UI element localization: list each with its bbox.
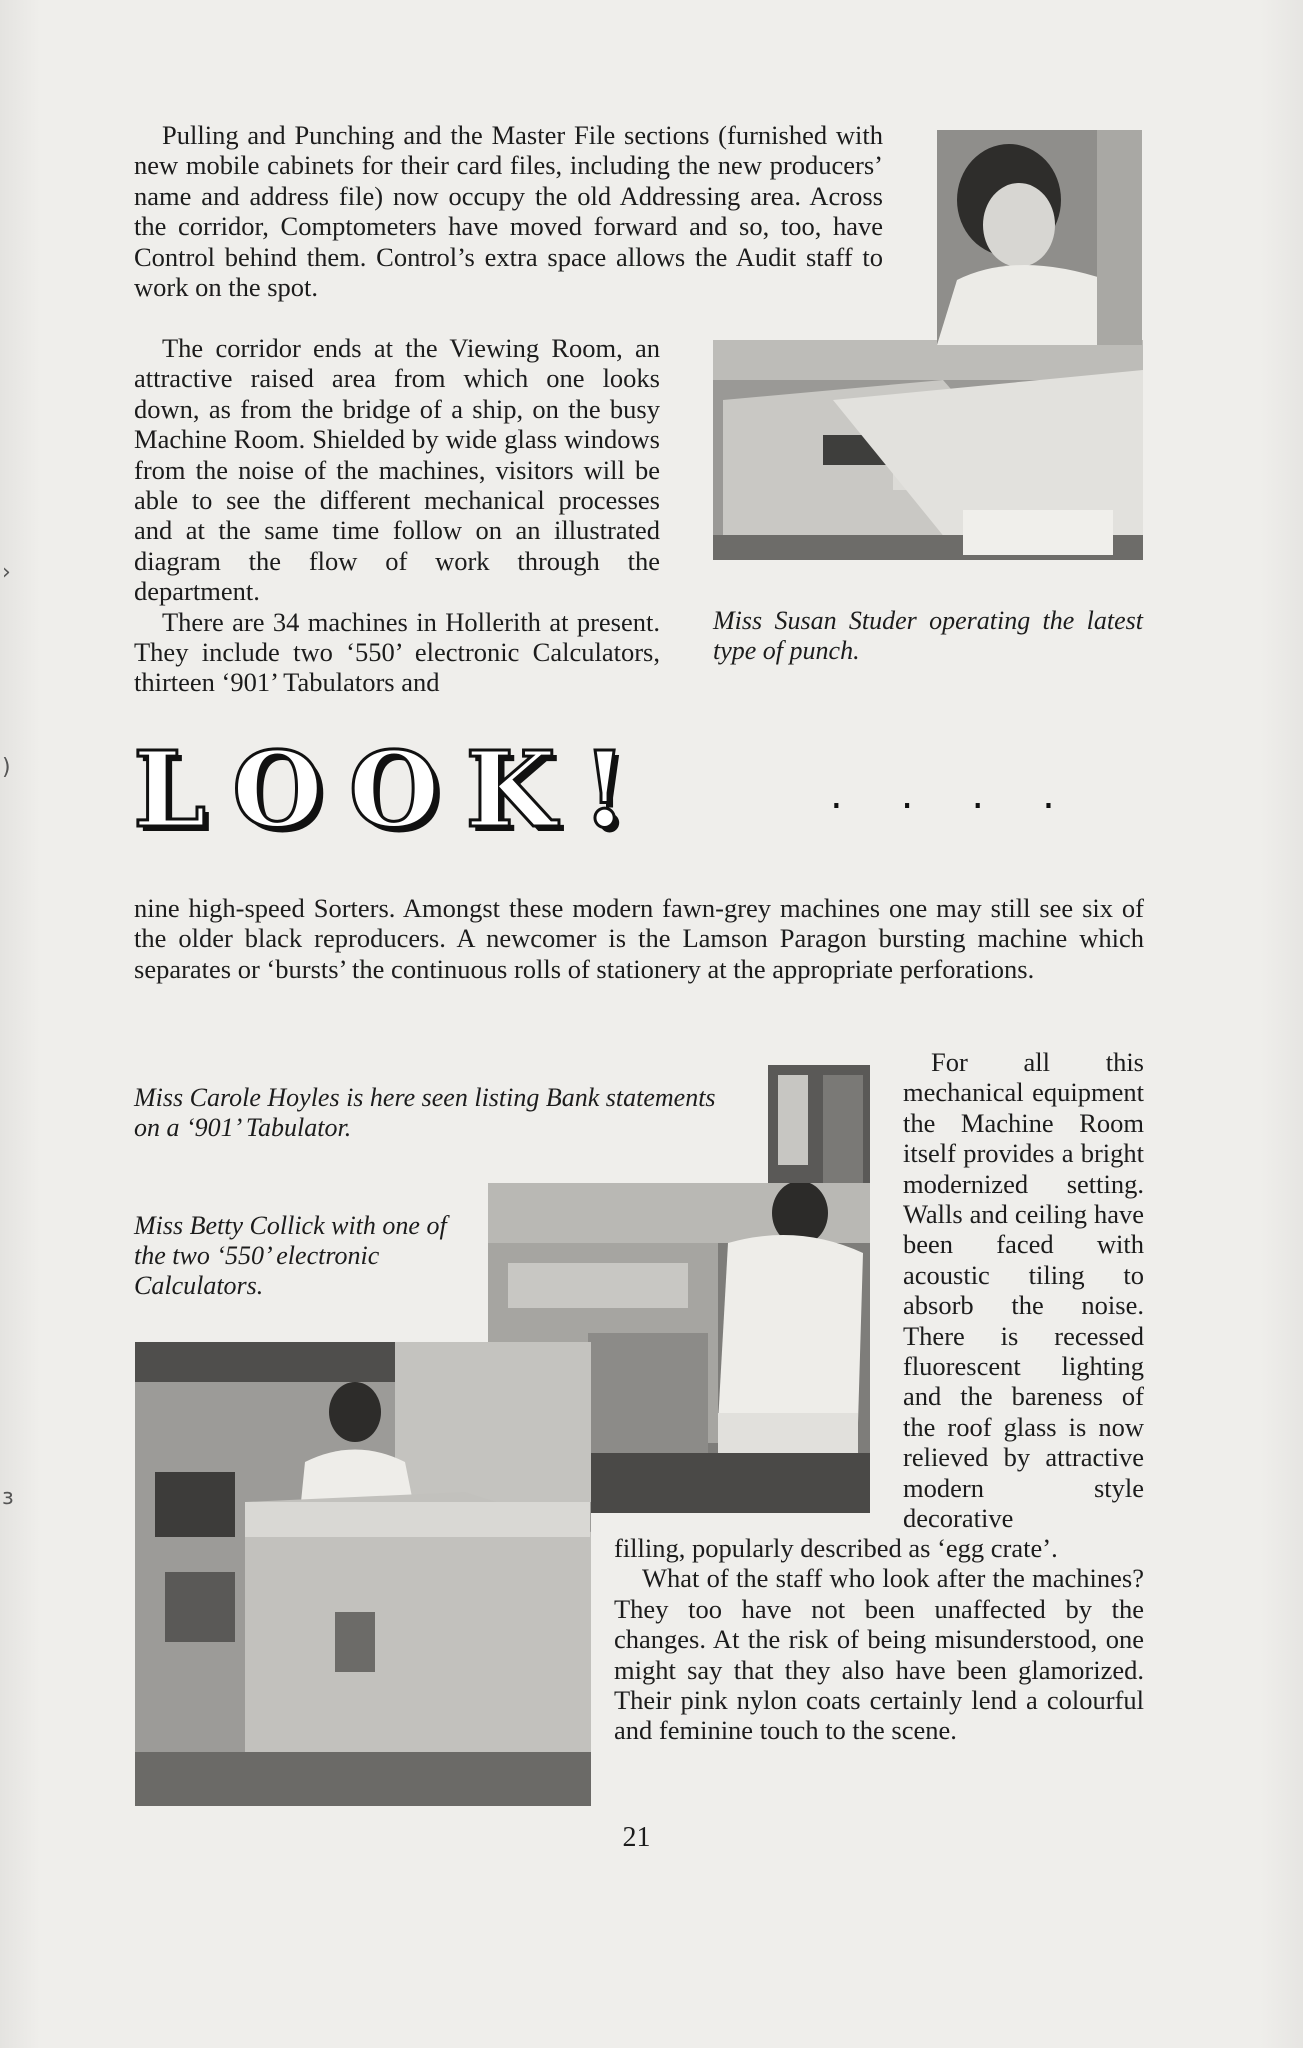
paragraph-4: nine high-speed Sorters. Amongst these modern fawn-grey machines one may still see six of the older black reproducers. A newcomer is the Lamson Paragon bursting machine which separates or ‘bursts’ the continuous rolls of stationery at the appropriate perforations. [134, 893, 1144, 984]
margin-mark: ɜ [2, 1485, 14, 1510]
caption-calculator: Miss Betty Collick with one of the two ‘550’ electronic Calculators. [134, 1211, 447, 1300]
paragraph-6: What of the staff who look after the machines? They too have not been unaffected by the changes. At the risk of being misunderstood, one might say that they also have been glamorized. Their pink nylon coats certainly lend a colourful and feminine touch to the scene. [614, 1563, 1144, 1746]
paragraph-3: There are 34 machines in Hollerith at present. They include two ‘550’ electronic Calculators, thirteen ‘901’ Tabulators and [134, 606, 660, 698]
intro-paragraph-wide [134, 120, 883, 302]
margin-mark: ) [2, 755, 11, 780]
paragraph-5-end: filling, popularly described as ‘egg crate’. [614, 1533, 1058, 1563]
caption-tabulator: Miss Carole Hoyles is here seen listing Bank statements on a ‘901’ Tabulator. [134, 1083, 716, 1142]
calculator-photo [135, 1342, 591, 1806]
caption-punch: Miss Susan Studer operating the latest type of punch. [713, 606, 1143, 665]
paragraph-2: The corridor ends at the Viewing Room, an attractive raised area from which one looks down, as from the bridge of a ship, on the busy Machine Room. Shielded by wide glass windows from the noise of the machines, visitors will be able to see the different mechanical processes and at the same time follow on an illustrated diagram the flow of work through the department. [134, 333, 660, 607]
right-column-wide [614, 1533, 1144, 1746]
paragraph-5: For all this mechanical equipment the Machine Room itself provides a bright modernized setting. Walls and ceiling have been faced with acoustic tiling to absorb the noise. There is recessed fluorescent lighting and the bareness of the roof glass is now relieved by attractive modern style decorative [903, 1047, 1144, 1534]
look-heading: LOOK! [133, 728, 654, 851]
ellipsis-dots: .... [830, 772, 1113, 818]
continuation-paragraph [134, 893, 1144, 984]
tabulator-photo-top [768, 1065, 870, 1185]
margin-mark: › [2, 560, 11, 585]
page-number: 21 [622, 1822, 651, 1853]
punch-photo-upper [937, 130, 1142, 345]
intro-paragraphs-narrow [134, 333, 660, 698]
paragraph-1: Pulling and Punching and the Master File sections (furnished with new mobile cabinets for their card files, including the new producers’ name and address file) now occupy the old Addressing area. Across the corridor, Comptometers have moved forward and so, too, have Control behind them. Control’s extra space allows the Audit staff to work on the spot. [134, 120, 883, 303]
punch-photo-lower [713, 340, 1143, 560]
right-column-narrow [903, 1047, 1144, 1534]
